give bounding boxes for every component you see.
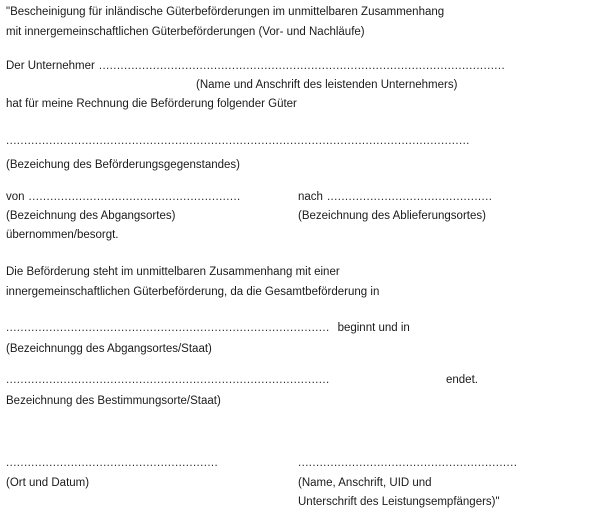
title-block [6, 4, 595, 40]
place-date-dots: ........................................................... [6, 457, 219, 469]
from-dots: ........................................................... [28, 191, 241, 203]
recipient-caption-2: Unterschrift des Leistungsempfängers)" [298, 496, 500, 508]
context-line-1: Die Beförderung steht im unmittelbaren Zusammenhang mit einer [6, 266, 340, 278]
to-dots: .............................................. [326, 191, 493, 203]
from-field [6, 189, 298, 205]
entrepreneur-block [6, 58, 595, 112]
context-line-2: innergemeinschaftlichen Güterbeförderung, da die Gesamtbeförderung in [6, 286, 380, 298]
from-caption: (Bezeichnung des Abgangsortes) [6, 210, 176, 222]
ends-dots: .......................................................................................... [6, 374, 330, 386]
ends-text: endet. [446, 374, 478, 386]
goods-block [6, 133, 595, 173]
begins-caption: (Bezeichnungg des Abgangsortes/Staat) [6, 343, 212, 355]
begins-block [6, 320, 595, 357]
signature-caption-row [6, 475, 595, 491]
entrepreneur-line [6, 58, 595, 74]
entrepreneur-dots: ................................................................................................................. [98, 60, 506, 72]
account-line: hat für meine Rechnung die Beförderung folgender Güter [6, 98, 297, 110]
context-block [6, 264, 595, 300]
spacer [6, 494, 298, 510]
begins-line [6, 320, 595, 336]
route-block [6, 189, 595, 243]
ends-block [6, 372, 595, 409]
recipient-caption-1: (Name, Anschrift, UID und [298, 477, 432, 489]
signature-caption-row-2 [6, 494, 595, 510]
title-line-2: mit innergemeinschaftlichen Güterbeförderungen (Vor- und Nachläufe) [6, 26, 365, 38]
signature-dots-row [6, 455, 595, 471]
signature-block [6, 455, 595, 510]
route-caption-row [6, 208, 595, 224]
goods-dots: ................................................................................................................................. [6, 135, 470, 147]
ends-line [6, 372, 595, 388]
goods-caption: (Bezeichung des Beförderungsgegenstandes) [6, 159, 240, 171]
from-label: von [6, 191, 25, 203]
recipient-dots: ............................................................. [298, 457, 518, 469]
ends-caption: Bezeichnung des Bestimmungsorte/Staat) [6, 395, 221, 407]
to-caption: (Bezeichnung des Ablieferungsortes) [298, 210, 486, 222]
place-date-caption: (Ort und Datum) [6, 477, 90, 489]
entrepreneur-caption: (Name und Anschrift des leistenden Unternehmers) [196, 79, 458, 91]
route-dots-row [6, 189, 595, 205]
to-field [298, 189, 595, 205]
to-label: nach [298, 191, 323, 203]
begins-text: beginnt und in [337, 322, 410, 334]
begins-dots: .......................................................................................... [6, 322, 330, 334]
taken-over-line: übernommen/besorgt. [6, 229, 119, 241]
entrepreneur-label: Der Unternehmer [6, 60, 95, 72]
title-line-1: "Bescheinigung für inländische Güterbeförderungen im unmittelbaren Zusammenhang [6, 6, 445, 18]
